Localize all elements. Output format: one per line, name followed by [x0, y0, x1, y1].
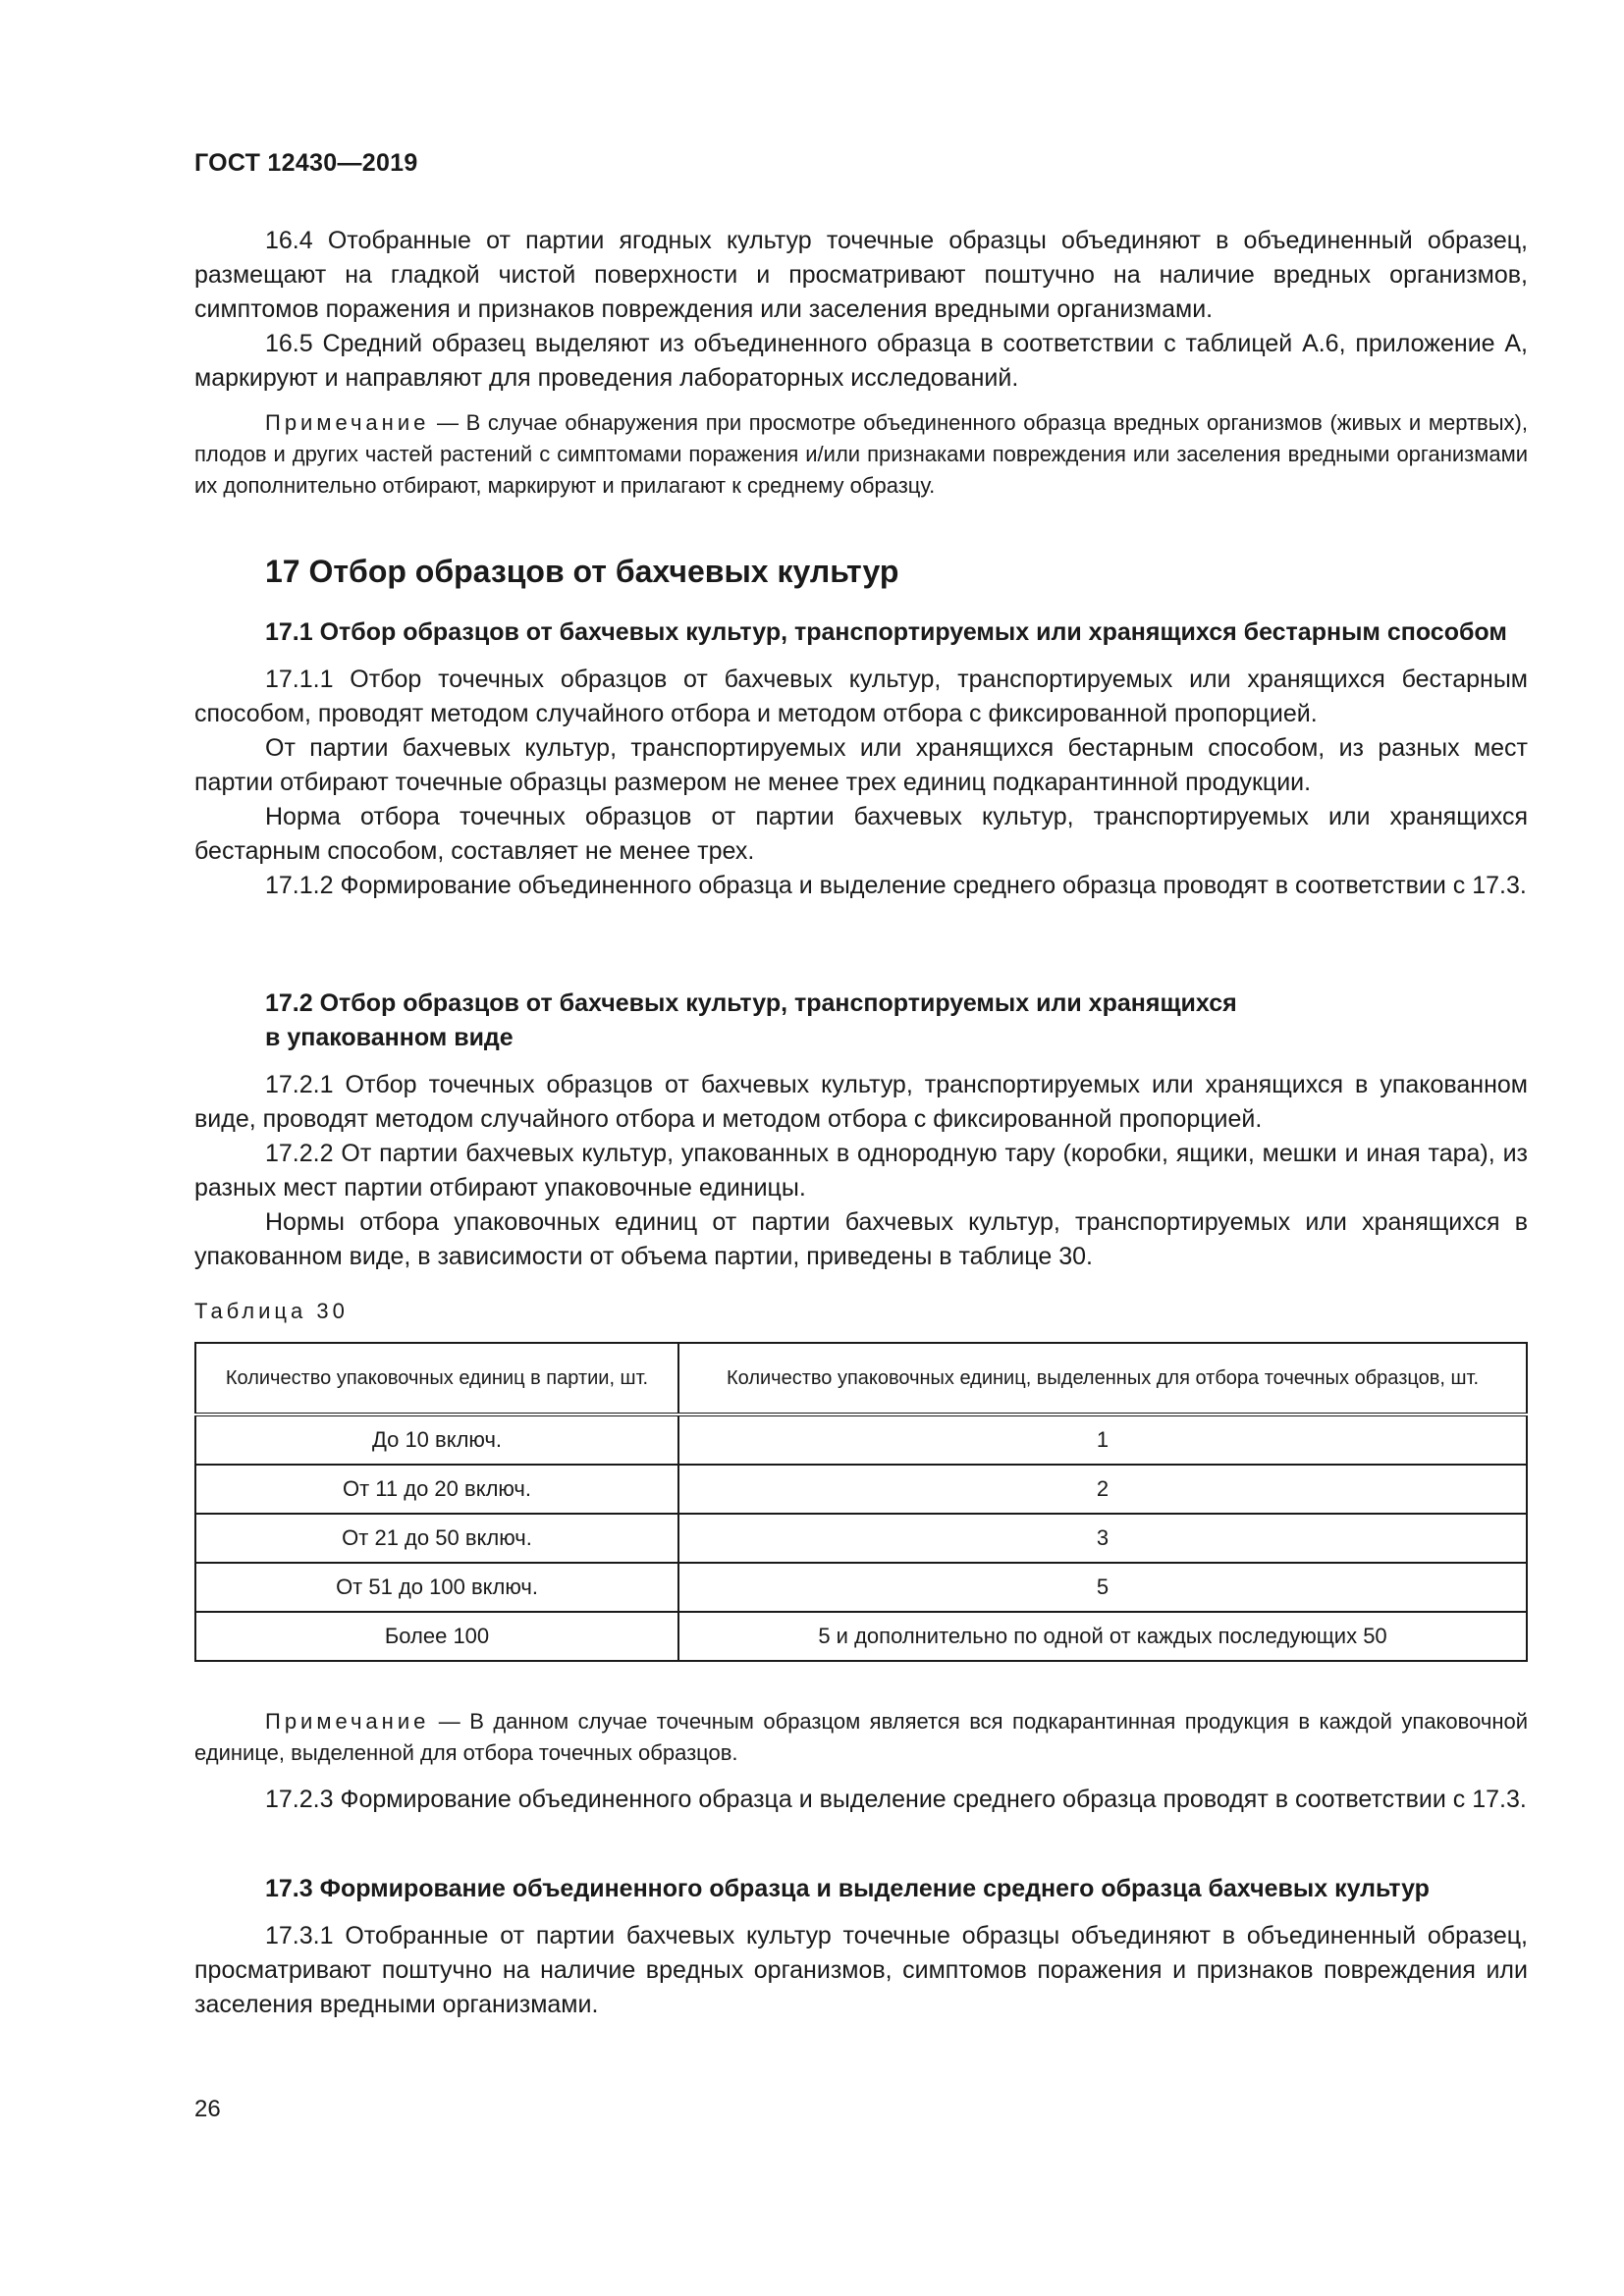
- paragraph-17-1-2: 17.1.2 Формирование объединенного образца и выделение среднего образца проводят в соответствии с 17.3.: [265, 872, 1527, 899]
- table-cell: 1: [678, 1415, 1527, 1465]
- table-header-row: [195, 1343, 1527, 1415]
- table-row: [195, 1465, 1527, 1514]
- section-16-continuation: [194, 224, 1528, 502]
- subsection-17-2: [194, 987, 1528, 1274]
- paragraph-17-2-1: 17.2.1 Отбор точечных образцов от бахчевых культур, транспортируемых или хранящихся в упакованном виде, проводят методом случайного отбора и методом отбора с фиксированной пропорцией.: [194, 1071, 1528, 1133]
- table-row: [195, 1514, 1527, 1563]
- table-30-wrapper: [194, 1342, 1528, 1662]
- table-cell: Более 100: [195, 1612, 678, 1661]
- table-row: [195, 1612, 1527, 1661]
- table-cell: От 21 до 50 включ.: [195, 1514, 678, 1563]
- subsection-17-3: [194, 1872, 1528, 2022]
- table-30: [194, 1342, 1528, 1662]
- table-header-col1: Количество упаковочных единиц в партии, шт.: [195, 1343, 678, 1415]
- table-header-col2: Количество упаковочных единиц, выделенных для отбора точечных образцов, шт.: [678, 1343, 1527, 1415]
- section-17: [194, 552, 1528, 591]
- table-cell: От 11 до 20 включ.: [195, 1465, 678, 1514]
- table-30-caption: [194, 1299, 1528, 1324]
- after-table: [194, 1706, 1528, 1817]
- paragraph-17-3-1: 17.3.1 Отобранные от партии бахчевых культур точечные образцы объединяют в объединенный образец, просматривают поштучно на наличие вредных организмов, симптомов поражения и признаков повреждения или заселения вредными организмами.: [194, 1922, 1528, 2018]
- paragraph-16-4: 16.4 Отобранные от партии ягодных культур точечные образцы объединяют в объединенный образец, размещают на гладкой чистой поверхности и просматривают поштучно на наличие вредных организмов, симптомов поражения и признаков повреждения или заселения вредными организмами.: [194, 227, 1528, 323]
- section-17-title: 17 Отбор образцов от бахчевых культур: [265, 554, 899, 589]
- paragraph-17-1-1-b: От партии бахчевых культур, транспортируемых или хранящихся бестарным способом, из разных мест партии отбирают точечные образцы размером не менее трех единиц подкарантинной продукции.: [194, 734, 1528, 796]
- table-cell: От 51 до 100 включ.: [195, 1563, 678, 1612]
- table-cell: 2: [678, 1465, 1527, 1514]
- table-cell: 5 и дополнительно по одной от каждых последующих 50: [678, 1612, 1527, 1661]
- subsection-17-1: [194, 615, 1528, 903]
- paragraph-17-2-3: 17.2.3 Формирование объединенного образца и выделение среднего образца проводят в соответствии с 17.3.: [265, 1786, 1527, 1813]
- table-cell: До 10 включ.: [195, 1415, 678, 1465]
- paragraph-17-1-1-c: Норма отбора точечных образцов от партии бахчевых культур, транспортируемых или хранящихся бестарным способом, составляет не менее трех.: [194, 803, 1528, 865]
- paragraph-16-5: 16.5 Средний образец выделяют из объединенного образца в соответствии с таблицей А.6, приложение А, маркируют и направляют для проведения лабораторных исследований.: [194, 330, 1528, 392]
- subsection-17-2-title-line1: 17.2 Отбор образцов от бахчевых культур, транспортируемых или хранящихся: [265, 989, 1237, 1017]
- table-cell: 5: [678, 1563, 1527, 1612]
- subsection-17-1-title: 17.1 Отбор образцов от бахчевых культур, транспортируемых или хранящихся бестарным способом: [265, 618, 1507, 646]
- subsection-17-2-title-line2: в упакованном виде: [265, 1024, 514, 1051]
- subsection-17-3-title: 17.3 Формирование объединенного образца и выделение среднего образца бахчевых культур: [265, 1875, 1430, 1902]
- note-label: Примечание: [265, 410, 430, 435]
- note-text: — В данном случае точечным образцом является вся подкарантинная продукция в каждой упаковочной единице, выделенной для отбора точечных образцов.: [194, 1709, 1528, 1765]
- paragraph-17-1-1: 17.1.1 Отбор точечных образцов от бахчевых культур, транспортируемых или хранящихся бестарным способом, проводят методом случайного отбора и методом отбора с фиксированной пропорцией.: [194, 666, 1528, 727]
- table-caption: Таблица 30: [194, 1299, 349, 1323]
- paragraph-17-2-2: 17.2.2 От партии бахчевых культур, упакованных в однородную тару (коробки, ящики, мешки и иная тара), из разных мест партии отбирают упаковочные единицы.: [194, 1140, 1528, 1201]
- table-row: [195, 1415, 1527, 1465]
- note-16: [194, 407, 1528, 502]
- note-label: Примечание: [265, 1709, 430, 1734]
- table-cell: 3: [678, 1514, 1527, 1563]
- paragraph-17-2-2-b: Нормы отбора упаковочных единиц от партии бахчевых культур, транспортируемых или хранящихся в упакованном виде, в зависимости от объема партии, приведены в таблице 30.: [194, 1208, 1528, 1270]
- page-number: 26: [194, 2096, 221, 2122]
- table-row: [195, 1563, 1527, 1612]
- document-header: ГОСТ 12430—2019: [194, 149, 418, 177]
- note-text: — В случае обнаружения при просмотре объединенного образца вредных организмов (живых и мертвых), плодов и других частей растений с симптомами поражения и/или признаками повреждения или заселения вредными организмами их дополнительно отбирают, маркируют и прилагают к среднему образцу.: [194, 410, 1528, 498]
- note-table-30: [194, 1706, 1528, 1769]
